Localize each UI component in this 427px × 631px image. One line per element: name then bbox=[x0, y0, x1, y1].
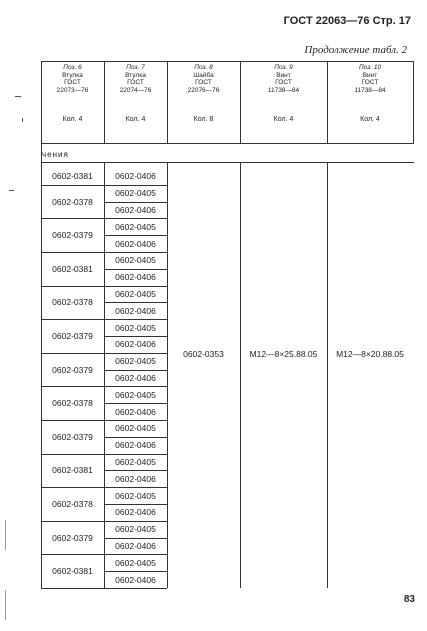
col6-cell: 0602-0379 bbox=[52, 431, 93, 442]
col7-cell: 0602-0406 bbox=[115, 238, 156, 249]
col6-cell: 0602-0379 bbox=[52, 330, 93, 341]
column-header-std: ГОСТ bbox=[195, 79, 212, 86]
col7-cell: 0602-0406 bbox=[115, 305, 156, 316]
column-header-9 bbox=[240, 64, 327, 94]
column-header-std: ГОСТ bbox=[127, 79, 144, 86]
column-header-name: Шайба bbox=[193, 71, 214, 79]
column-header-pos: Поз. 8 bbox=[194, 64, 213, 71]
column-header-6 bbox=[41, 64, 104, 94]
col6-cell: 0602-0378 bbox=[52, 398, 93, 409]
scan-mark bbox=[22, 118, 23, 122]
col7-cell: 0602-0406 bbox=[115, 204, 156, 215]
header-col-divider-1 bbox=[104, 61, 105, 143]
column-header-pos: Поз. 6 bbox=[63, 64, 82, 71]
header-col-divider-4 bbox=[327, 61, 328, 143]
col7-cell: 0602-0406 bbox=[115, 406, 156, 417]
col7-cell: 0602-0405 bbox=[115, 188, 156, 199]
column-header-num: 22073—76 bbox=[56, 86, 89, 94]
scan-mark bbox=[15, 96, 21, 97]
row-separator bbox=[104, 588, 167, 589]
column-header-name: Втулка bbox=[125, 71, 146, 79]
col7-cell: 0602-0406 bbox=[115, 339, 156, 350]
column-header-std: ГОСТ bbox=[361, 79, 379, 86]
table-top-border bbox=[41, 61, 414, 62]
column-quantity-10: Кол. 4 bbox=[360, 116, 380, 123]
header-col-divider-3 bbox=[240, 61, 241, 143]
col6-cell: 0602-0381 bbox=[52, 566, 93, 577]
col6-cell: 0602-0381 bbox=[52, 263, 93, 274]
col6-cell: 0602-0379 bbox=[52, 532, 93, 543]
col7-cell: 0602-0406 bbox=[115, 272, 156, 283]
col7-cell: 0602-0405 bbox=[115, 490, 156, 501]
col7-cell: 0602-0405 bbox=[115, 322, 156, 333]
col7-cell: 0602-0406 bbox=[115, 372, 156, 383]
col6-cell: 0602-0378 bbox=[52, 196, 93, 207]
scan-mark bbox=[5, 520, 6, 550]
section-divider bbox=[41, 162, 414, 163]
col6-cell: 0602-0379 bbox=[52, 364, 93, 375]
col7-cell: 0602-0405 bbox=[115, 255, 156, 266]
col-divider-2 bbox=[167, 162, 168, 588]
col7-cell: 0602-0406 bbox=[115, 440, 156, 451]
section-label: чения bbox=[42, 150, 69, 159]
column-header-8 bbox=[167, 64, 240, 94]
page-number: 83 bbox=[403, 594, 415, 605]
column-header-name: Винт bbox=[276, 71, 291, 79]
table-caption: Продолжение табл. 2 bbox=[304, 44, 407, 56]
col7-cell: 0602-0405 bbox=[115, 221, 156, 232]
col6-cell: 0602-0378 bbox=[52, 297, 93, 308]
column-header-pos: Поз. 9 bbox=[274, 64, 293, 71]
column-header-pos: Поз. 7 bbox=[126, 64, 145, 71]
header-col-divider-2 bbox=[167, 61, 168, 143]
col7-cell: 0602-0405 bbox=[115, 557, 156, 568]
col7-cell: 0602-0405 bbox=[115, 423, 156, 434]
column-header-name: Втулка bbox=[62, 71, 83, 79]
col9-value: M12—8×25.88.05 bbox=[249, 349, 318, 359]
column-header-pos: Поз. 10 bbox=[358, 64, 382, 71]
scan-mark bbox=[5, 590, 6, 620]
column-quantity-6: Кол. 4 bbox=[62, 116, 83, 123]
column-header-10 bbox=[327, 64, 413, 94]
col7-cell: 0602-0406 bbox=[115, 171, 156, 182]
col-divider-3 bbox=[240, 162, 241, 588]
page-header: ГОСТ 22063—76 Стр. 17 bbox=[283, 15, 411, 27]
column-header-num: 22076—76 bbox=[187, 86, 220, 94]
column-quantity-8: Кол. 8 bbox=[193, 116, 214, 123]
col6-cell: 0602-0381 bbox=[52, 465, 93, 476]
col6-cell: 0602-0381 bbox=[52, 171, 93, 182]
column-quantity-9: Кол. 4 bbox=[273, 116, 294, 123]
column-header-std: ГОСТ bbox=[64, 79, 81, 86]
column-header-num: 11738—84 bbox=[354, 86, 386, 94]
column-header-std: ГОСТ bbox=[275, 79, 292, 86]
table-right-border-header bbox=[413, 61, 414, 143]
col7-cell: 0602-0406 bbox=[115, 473, 156, 484]
col7-cell: 0602-0406 bbox=[115, 574, 156, 585]
col-divider-4 bbox=[327, 162, 328, 588]
col7-cell: 0602-0405 bbox=[115, 288, 156, 299]
column-header-num: 22074—76 bbox=[119, 86, 152, 94]
column-header-num: 11738—84 bbox=[267, 86, 300, 94]
col6-cell: 0602-0379 bbox=[52, 230, 93, 241]
col7-cell: 0602-0405 bbox=[115, 456, 156, 467]
column-header-7 bbox=[104, 64, 167, 94]
col7-cell: 0602-0406 bbox=[115, 540, 156, 551]
col7-cell: 0602-0406 bbox=[115, 507, 156, 518]
col8-value: 0602-0353 bbox=[183, 349, 224, 359]
header-bottom-border bbox=[41, 143, 414, 144]
col7-cell: 0602-0405 bbox=[115, 389, 156, 400]
col10-value: M12—8×20.88.05 bbox=[336, 349, 404, 359]
column-quantity-7: Кол. 4 bbox=[125, 116, 146, 123]
column-header-name: Винт bbox=[362, 71, 378, 79]
col7-cell: 0602-0405 bbox=[115, 524, 156, 535]
col6-cell: 0602-0378 bbox=[52, 498, 93, 509]
row-separator bbox=[41, 588, 104, 589]
col7-cell: 0602-0405 bbox=[115, 356, 156, 367]
scan-mark bbox=[9, 190, 14, 191]
